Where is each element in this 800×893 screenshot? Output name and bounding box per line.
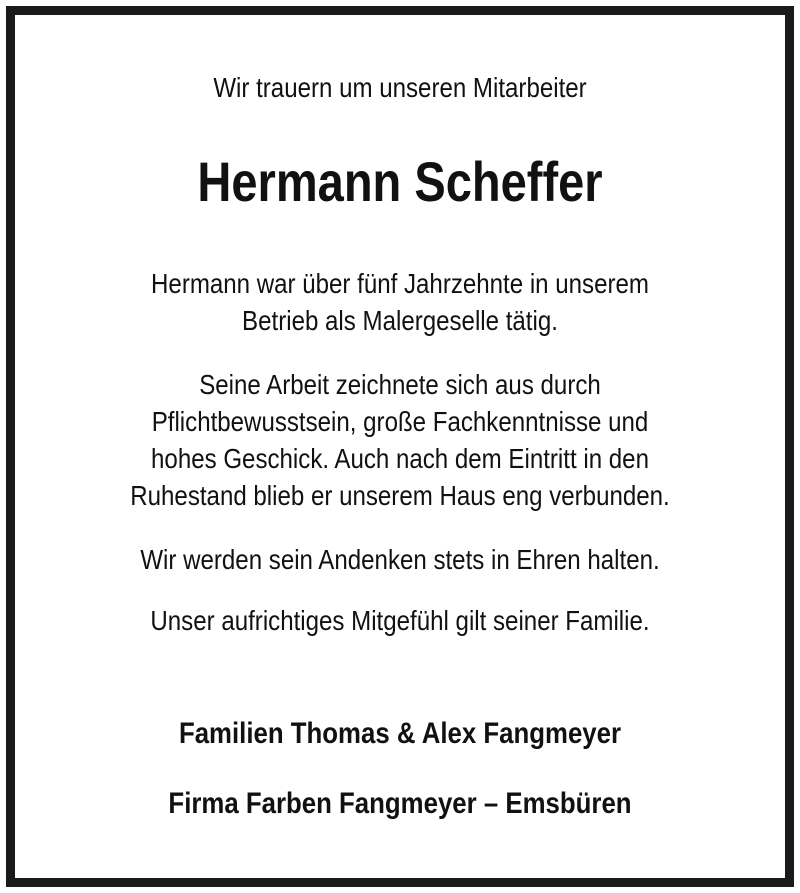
paragraph-line: Hermann war über fünf Jahrzehnte in unserem <box>151 268 649 299</box>
paragraph-sympathy: Unser aufrichtiges Mitgefühl gilt seiner Familie. <box>150 605 650 636</box>
signature-families: Familien Thomas & Alex Fangmeyer <box>178 717 622 750</box>
paragraph-memory: Wir werden sein Andenken stets in Ehren halten. <box>140 544 660 575</box>
notice-content <box>15 15 785 878</box>
notice-frame <box>6 6 794 887</box>
paragraph-line: Ruhestand blieb er unserem Haus eng verbunden. <box>130 480 670 511</box>
paragraph-line: hohes Geschick. Auch nach dem Eintritt in den <box>151 443 649 474</box>
paragraph-work <box>69 366 731 514</box>
signature-company: Firma Farben Fangmeyer – Emsbüren <box>168 787 632 820</box>
paragraph-line: Seine Arbeit zeichnete sich aus durch <box>199 369 601 400</box>
deceased-name: Hermann Scheffer <box>197 150 603 213</box>
paragraph-service <box>69 265 731 339</box>
paragraph-line: Betrieb als Malergeselle tätig. <box>242 305 558 336</box>
paragraph-line: Pflichtbewusstsein, große Fachkenntnisse und <box>151 406 649 437</box>
intro-text: Wir trauern um unseren Mitarbeiter <box>213 72 587 103</box>
